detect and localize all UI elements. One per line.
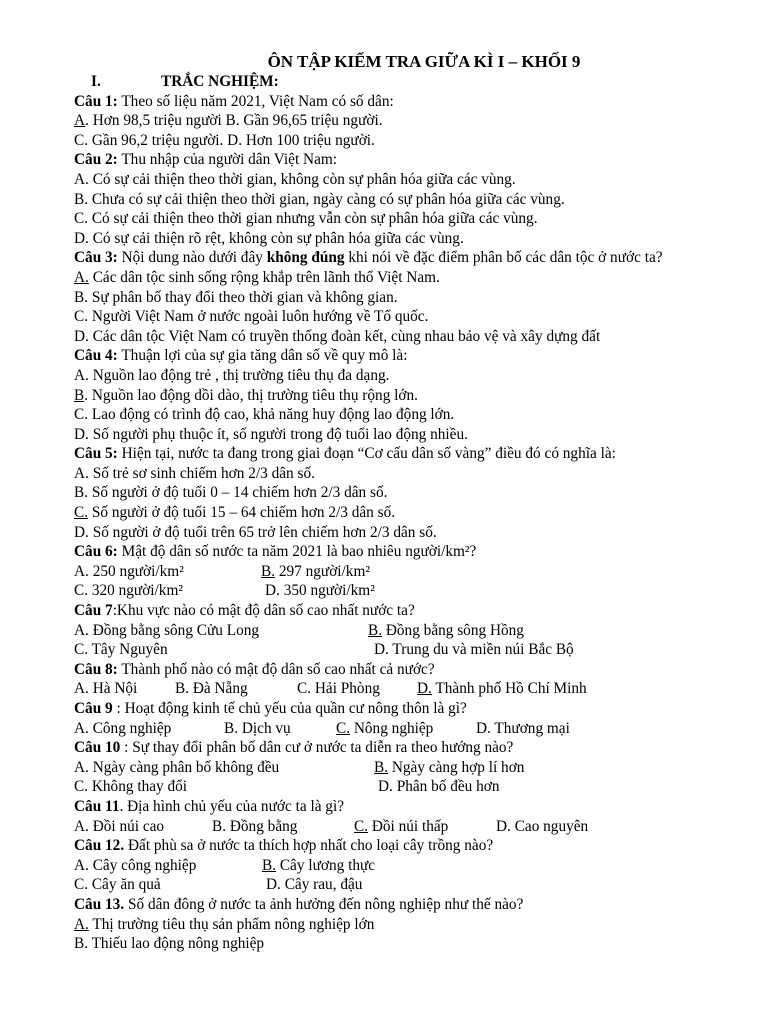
option-d: D. Số người ở độ tuổi trên 65 trở lên chiếm hơn 2/3 dân số. [74,523,437,541]
option-text: Nông nghiệp [350,719,434,737]
question-number: Câu 4: [74,347,118,365]
answer-marker: A [74,112,86,130]
question-text: Theo số liệu năm 2021, Việt Nam có số dân: [117,92,394,110]
option-d: D. Số người phụ thuộc ít, số người trong độ tuổi lao động nhiều. [74,425,468,443]
question-text: Nội dung nào dưới đây [117,249,267,267]
option-b [374,758,524,778]
answer-marker: B [74,386,85,404]
question-9 [74,699,714,719]
question-text: :Khu vực nào có mật độ dân số cao nhất nước ta? [112,602,415,620]
answer-marker: B. [374,758,389,776]
question-12 [74,836,714,856]
option-text: . Hơn 98,5 triệu người B. Gần 96,65 triệu người. [85,112,383,130]
answer-marker: D. [417,680,432,698]
option-text: Đồng bằng sông Hồng [382,621,524,639]
option-a [74,915,714,935]
question-number: Câu 8: [74,660,118,678]
option-a: A. Đồng bằng sông Cửu Long [74,621,260,639]
answer-marker: A. [74,915,89,933]
options-row [74,777,714,797]
question-text: Đất phù sa ở nước ta thích hợp nhất cho loại cây trồng nào? [124,837,494,855]
option-c [336,719,476,739]
question-1 [74,92,714,112]
options-row [74,679,714,699]
option-c: C. Người Việt Nam ở nước ngoài luôn hướng về Tổ quốc. [74,308,429,326]
option-c [354,817,496,837]
question-text: : Sự thay đổi phân bố dân cư ở nước ta diễn ra theo hướng nào? [120,739,514,757]
option-a: A. Số trẻ sơ sinh chiếm hơn 2/3 dân số. [74,464,315,482]
option-b: B. Chưa có sự cải thiện theo thời gian, ngày càng có sự phân hóa giữa các vùng. [74,190,565,208]
question-number: Câu 6: [74,543,118,561]
option-d: D. Cây rau, đậu [266,876,363,894]
question-number: Câu 12. [74,837,125,855]
options-row [74,562,714,582]
question-8 [74,660,714,680]
option-d [417,679,587,699]
option-text: Đồi núi thấp [368,817,449,835]
option-c: C. Lao động có trình độ cao, khả năng huy động lao động lớn. [74,406,455,424]
question-text: Thành phố nào có mật độ dân số cao nhất cả nước? [117,660,435,678]
section-heading [74,72,714,92]
option-c: C. Có sự cải thiện theo thời gian nhưng vẫn còn sự phân hóa giữa các vùng. [74,210,538,228]
options-row [74,581,714,601]
option-b [368,621,524,641]
question-text: . Địa hình chủ yếu của nước ta là gì? [119,797,344,815]
answer-marker: B. [262,856,277,874]
option-c: C. Không thay đổi [74,778,188,796]
option-b: B. Đồng bằng [212,817,298,835]
option-text: Ngày càng hợp lí hơn [388,758,525,776]
question-3 [74,248,694,268]
answer-marker: A. [74,268,89,286]
section-label: TRẮC NGHIỆM: [161,73,279,90]
option-a: A. Hà Nội [74,680,138,698]
option-c: C. Hải Phòng [297,680,380,698]
question-number: Câu 1: [74,92,118,110]
question-7 [74,601,714,621]
option-d: D. 350 người/km² [265,582,375,600]
emphasis-text: không đúng [266,249,345,267]
option-c: C. Cây ăn quả [74,876,161,894]
option-b: B. Dịch vụ [224,719,291,737]
q1-options-cd: C. Gần 96,2 triệu người. D. Hơn 100 triệu người. [74,131,375,149]
option-d: D. Thương mại [476,719,570,737]
options-row [74,817,714,837]
option-text: . Nguồn lao động dồi dào, thị trường tiêu thụ rộng lớn. [84,386,418,404]
question-4 [74,346,714,366]
answer-marker: C. [74,504,89,522]
answer-marker: B. [368,621,383,639]
question-2 [74,150,714,170]
option-d: D. Các dân tộc Việt Nam có truyền thống đoàn kết, cùng nhau bảo vệ và xây dựng đất [74,327,601,345]
question-11 [74,797,714,817]
option-d: D. Cao nguyên [496,817,589,835]
document-page [74,52,714,954]
question-number: Câu 9 [74,700,113,717]
option-text: Thành phố Hồ Chí Minh [431,680,587,698]
question-5 [74,444,714,464]
question-number: Câu 3: [74,249,118,267]
option-d: D. Trung du và miền núi Bắc Bộ [374,641,574,659]
option-b [261,562,370,582]
option-c [74,503,714,523]
question-number: Câu 10 [74,739,121,757]
question-number: Câu 13. [74,895,125,913]
option-text: Các dân tộc sinh sống rộng khắp trên lãnh thổ Việt Nam. [88,268,440,286]
option-b [74,386,714,406]
option-text: 297 người/km² [275,562,370,580]
question-number: Câu 11 [74,797,120,815]
option-a: A. Cây công nghiệp [74,856,197,874]
options-row [74,875,714,895]
question-10 [74,738,714,758]
options-row [74,640,714,660]
options-row [74,856,714,876]
option-d: D. Có sự cải thiện rõ rệt, không còn sự phân hóa giữa các vùng. [74,229,464,247]
option-a: A. Nguồn lao động trẻ , thị trường tiêu thụ đa dạng. [74,366,390,384]
question-13 [74,895,714,915]
option-c: C. 320 người/km² [74,582,183,600]
question-text: Thuận lợi của sự gia tăng dân số về quy mô là: [117,347,408,365]
question-text: : Hoạt động kinh tế chủ yếu của quần cư nông thôn là gì? [112,700,467,717]
option-b: B. Sự phân bố thay đổi theo thời gian và không gian. [74,288,398,306]
question-number: Câu 7 [74,602,113,620]
option-b [262,856,375,876]
answer-marker: C. [336,719,351,737]
option-b: B. Số người ở độ tuổi 0 – 14 chiếm hơn 2/3 dân số. [74,484,388,502]
option-d: D. Phân bố đều hơn [378,778,500,796]
q1-options-ab [74,111,714,131]
option-b: B. Đà Nẵng [175,680,248,698]
option-a [74,268,714,288]
question-6 [74,542,714,562]
answer-marker: B. [261,562,276,580]
option-c: C. Tây Nguyên [74,641,168,659]
question-text: Hiện tại, nước ta đang trong giai đoạn “Cơ cấu dân số vàng” điều đó có nghĩa là: [117,445,616,463]
page-title: ÔN TẬP KIỂM TRA GIỮA KÌ I – KHỐI 9 [267,52,581,71]
option-a: A. Công nghiệp [74,719,172,737]
question-text: Thu nhập của người dân Việt Nam: [117,151,338,169]
options-row [74,719,714,739]
answer-marker: C. [354,817,369,835]
question-number: Câu 5: [74,445,118,463]
question-text-cont: khi nói về đặc điểm phân bố các dân tộc ở nước ta? [344,249,663,267]
option-text: Thị trường tiêu thụ sản phẩm nông nghiệp lớn [88,915,375,933]
options-row [74,621,714,641]
question-text: Số dân đông ở nước ta ảnh hưởng đến nông nghiệp như thế nào? [124,895,524,913]
section-number: I. [91,73,101,90]
option-b: B. Thiếu lao động nông nghiệp [74,935,265,953]
question-text: Mật độ dân số nước ta năm 2021 là bao nhiêu người/km²? [117,543,477,561]
option-text: Số người ở độ tuổi 15 – 64 chiếm hơn 2/3 dân số. [88,504,396,522]
question-number: Câu 2: [74,151,118,169]
options-row [74,758,714,778]
option-text: Cây lương thực [276,856,376,874]
option-a: A. 250 người/km² [74,562,184,580]
option-a: A. Có sự cải thiện theo thời gian, không còn sự phân hóa giữa các vùng. [74,170,516,188]
option-a: A. Đồi núi cao [74,817,165,835]
option-a: A. Ngày càng phân bố không đều [74,758,280,776]
